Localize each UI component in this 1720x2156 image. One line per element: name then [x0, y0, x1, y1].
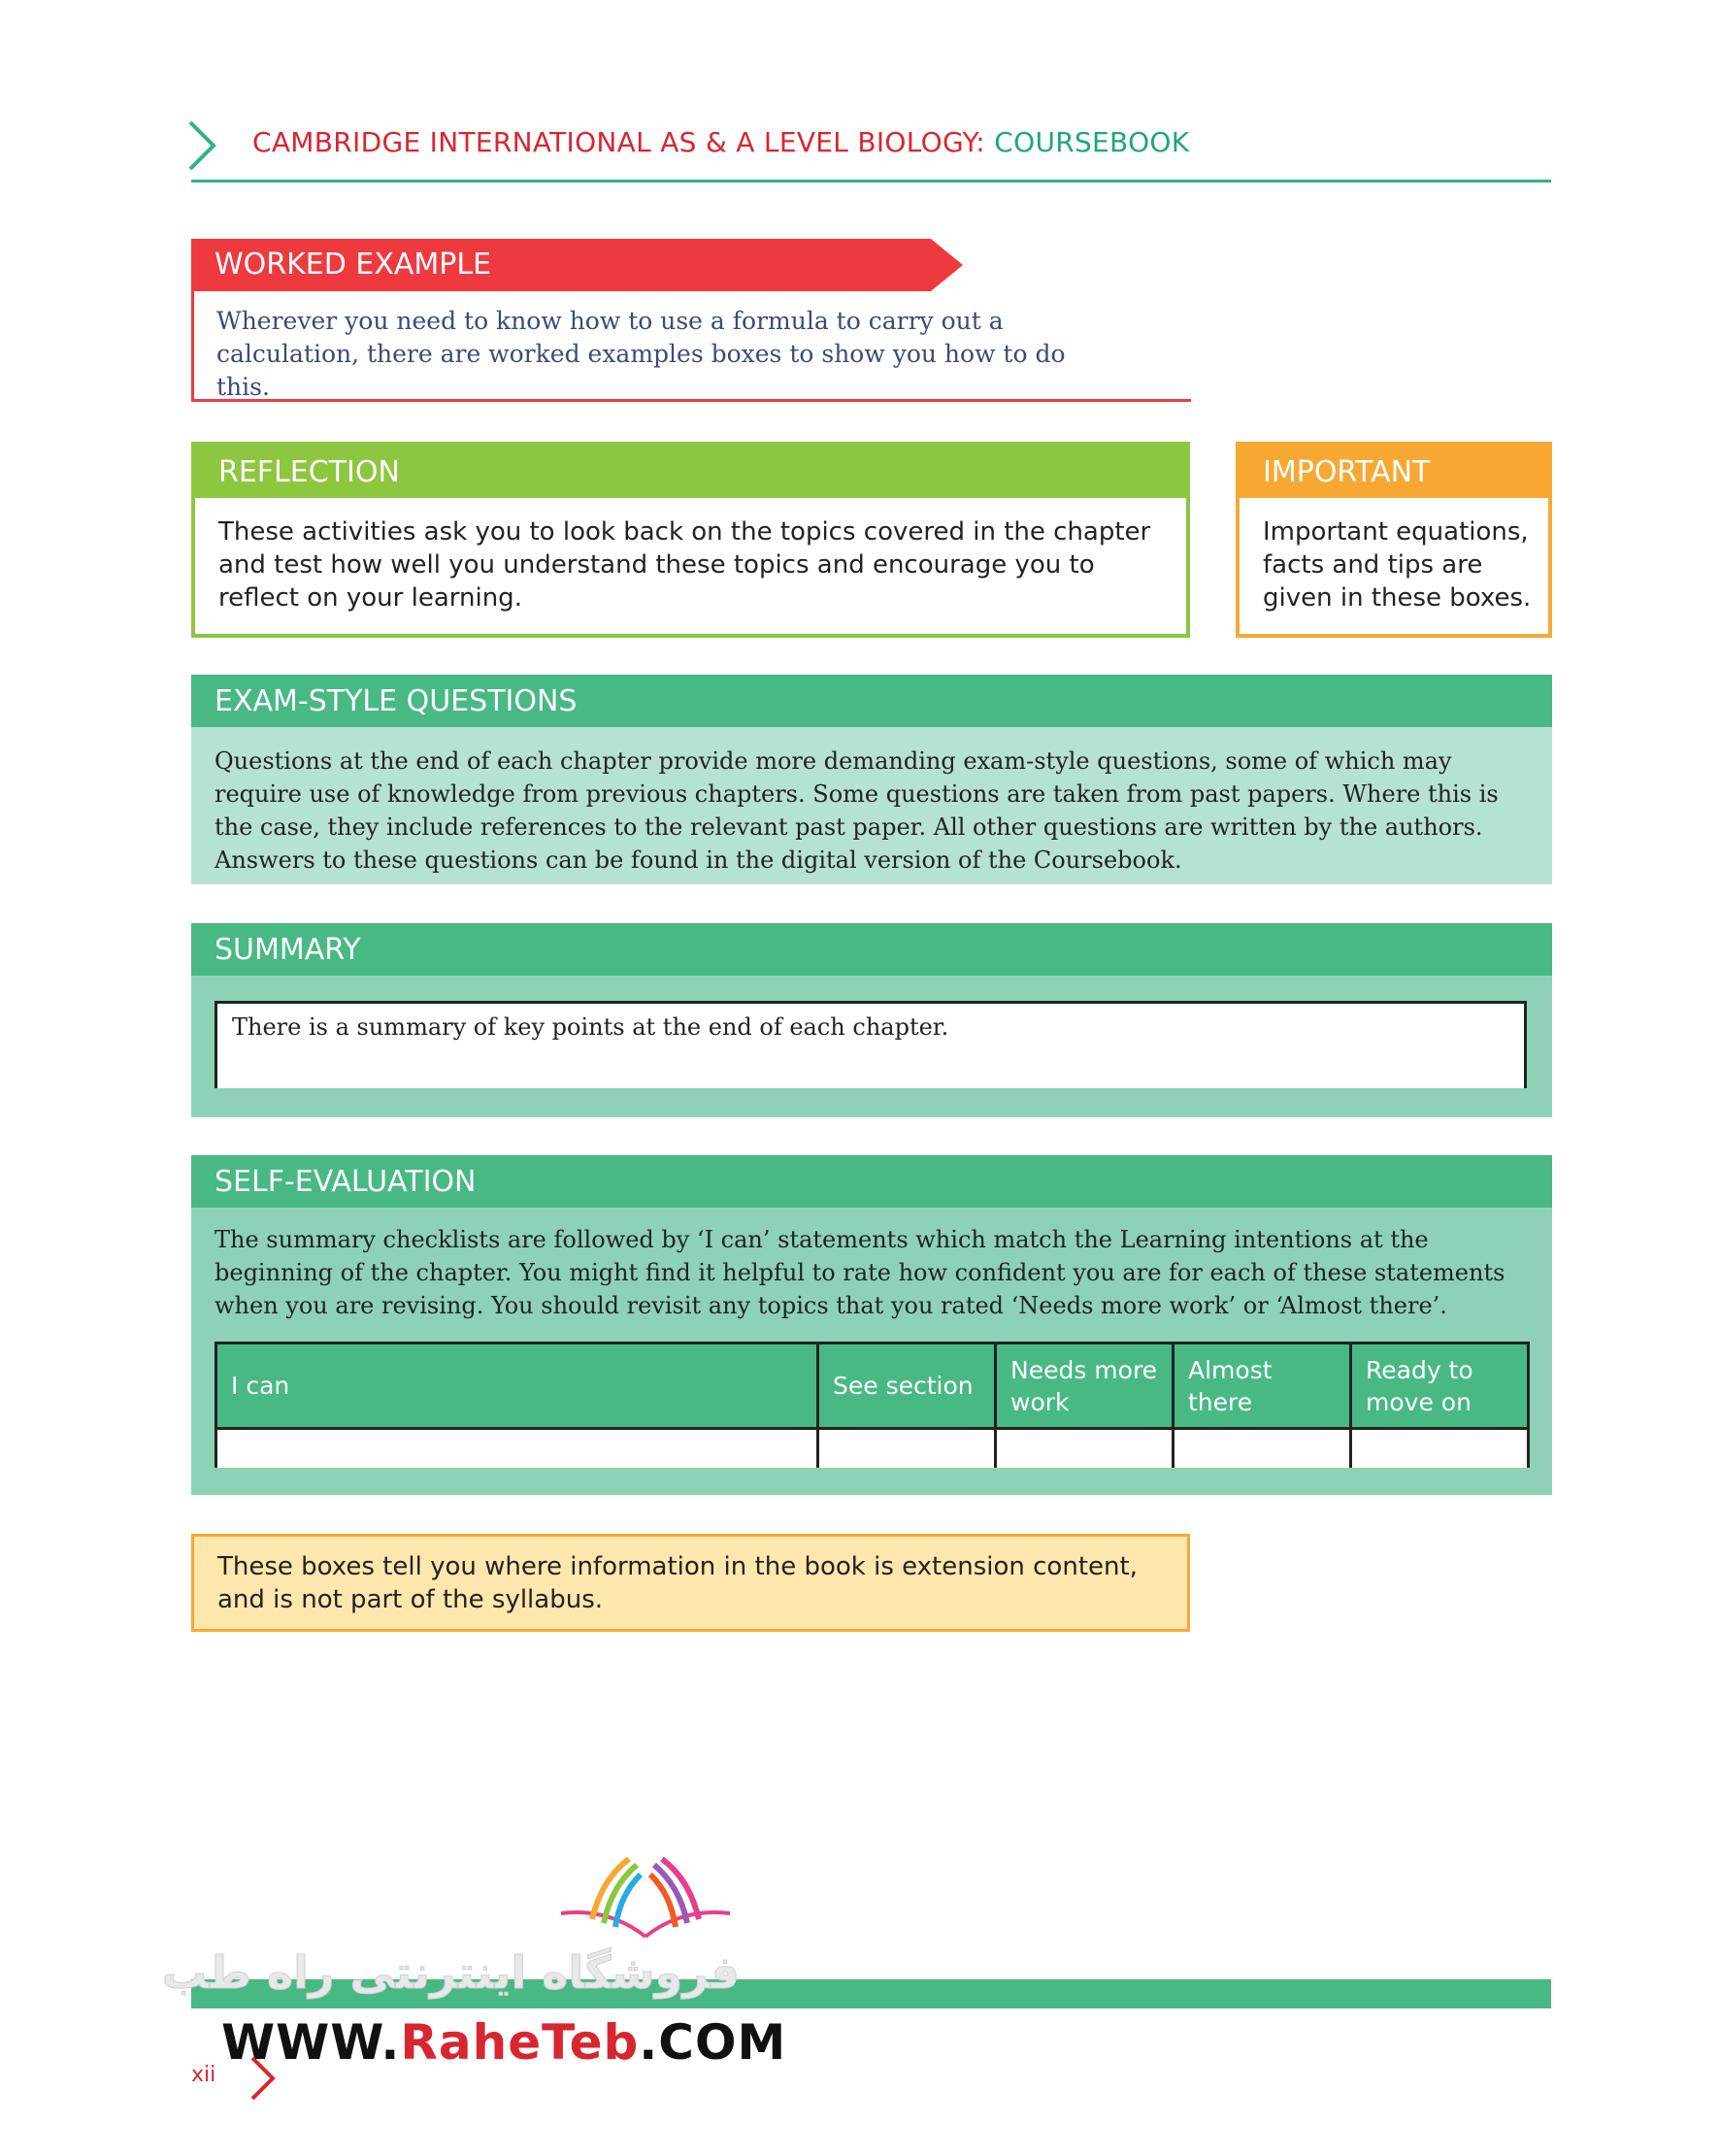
book-logo-icon: [553, 1849, 738, 1946]
reflection-title: REFLECTION: [218, 455, 400, 489]
table-cell: [1174, 1429, 1351, 1468]
table-header-almost-there: Almost there: [1174, 1343, 1351, 1429]
running-header-subtitle: COURSEBOOK: [994, 126, 1190, 158]
watermark-url-prefix: WWW.: [221, 2014, 401, 2071]
watermark-url-brand: RaheTeb: [400, 2014, 640, 2071]
important-title: IMPORTANT: [1263, 455, 1431, 489]
page-number: xii: [191, 2063, 216, 2087]
header-rule: [191, 180, 1551, 182]
self-evaluation-title: SELF-EVALUATION: [215, 1165, 477, 1199]
running-header-title: CAMBRIDGE INTERNATIONAL AS & A LEVEL BIOLOGY:: [252, 126, 995, 158]
important-box: [1236, 442, 1552, 638]
watermark-url: [221, 2014, 786, 2071]
table-header-see-section: See section: [818, 1343, 996, 1429]
table-row: [216, 1429, 1529, 1468]
table-header-ready-to-move-on: Ready to move on: [1351, 1343, 1529, 1429]
exam-style-questions-box: [191, 675, 1552, 884]
exam-style-header: [191, 675, 1552, 727]
important-header: [1240, 446, 1548, 498]
table-cell: [216, 1429, 818, 1468]
table-header-needs-more-work: Needs more work: [996, 1343, 1174, 1429]
reflection-body: These activities ask you to look back on the topics covered in the chapter and test how well you understand these topics and encourage you to reflect on your learning.: [218, 517, 1151, 613]
worked-example-left-border: [191, 291, 194, 402]
reflection-box: [191, 442, 1190, 638]
worked-example-box: [191, 239, 1191, 402]
running-header: [252, 126, 1189, 158]
footer-chevron-icon: [248, 2054, 279, 2103]
table-cell: [1351, 1429, 1529, 1468]
worked-example-title: WORKED EXAMPLE: [215, 248, 492, 282]
extension-box: [191, 1534, 1190, 1632]
self-evaluation-box: [191, 1155, 1552, 1495]
summary-inner-box: [215, 1001, 1527, 1088]
table-cell: [818, 1429, 996, 1468]
watermark-url-suffix: .COM: [639, 2014, 787, 2071]
table-header-i-can: I can: [216, 1343, 818, 1429]
summary-title: SUMMARY: [215, 933, 361, 967]
watermark-persian-text: فروشگاه اینترنتی راه طب: [161, 1946, 740, 1999]
header-chevron-icon: [184, 118, 223, 173]
reflection-header: [195, 446, 1186, 498]
important-body: Important equations, facts and tips are given in these boxes.: [1263, 517, 1532, 613]
summary-header: [191, 923, 1552, 976]
self-evaluation-header: [191, 1155, 1552, 1208]
summary-body: There is a summary of key points at the end of each chapter.: [232, 1013, 949, 1041]
exam-style-body: Questions at the end of each chapter provide more demanding exam-style questions, some of which may require use of knowledge from previous chapters. Some questions are taken from past papers. Where this is the case, they include references to the relevant past paper. All other questions are written by the authors. Answers to these questions can be found in the digital version of the Coursebook.: [215, 747, 1499, 874]
self-evaluation-body: The summary checklists are followed by ‘I can’ statements which match the Learning intentions at the beginning of the chapter. You might find it helpful to rate how confident you are for each of these statements when you are revising. You should revisit any topics that you rated ‘Needs more work’ or ‘Almost there’.: [215, 1226, 1505, 1319]
exam-style-title: EXAM-STYLE QUESTIONS: [215, 684, 578, 718]
worked-example-body: Wherever you need to know how to use a formula to carry out a calculation, there are worked examples boxes to show you how to do this.: [216, 307, 1066, 401]
table-cell: [996, 1429, 1174, 1468]
summary-box: [191, 923, 1552, 1117]
self-evaluation-table: [215, 1342, 1530, 1468]
table-header-row: [216, 1343, 1529, 1429]
extension-body: These boxes tell you where information in the book is extension content, and is not part of the syllabus.: [217, 1552, 1138, 1614]
